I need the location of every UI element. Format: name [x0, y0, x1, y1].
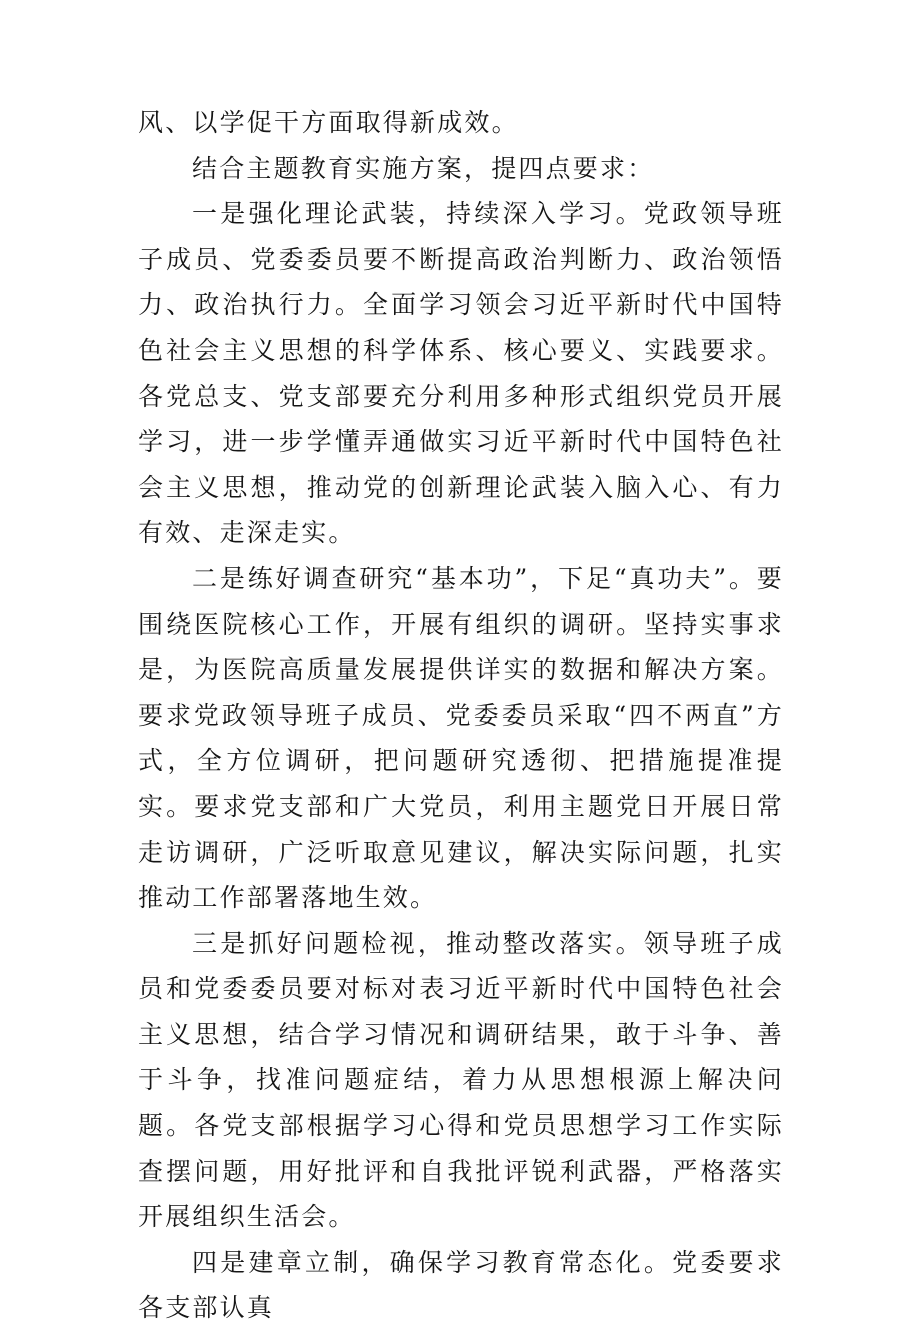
paragraph-requirement-two: 二是练好调查研究“基本功”，下足“真功夫”。要围绕医院核心工作，开展有组织的调研。坚持实事求是，为医院高质量发展提供详实的数据和解决方案。要求党政领导班子成员、党委委员采取“四不两直”方式，全方位调研，把问题研究透彻、把措施提准提实。要求党支部和广大党员，利用主题党日开展日常走访调研，广泛听取意见建议，解决实际问题，扎实推动工作部署落地生效。 [138, 563, 784, 913]
paragraph-requirement-one: 一是强化理论武装，持续深入学习。党政领导班子成员、党委委员要不断提高政治判断力、政治领悟力、政治执行力。全面学习领会习近平新时代中国特色社会主义思想的科学体系、核心要义、实践要求。各党总支、党支部要充分利用多种形式组织党员开展学习，进一步学懂弄通做实习近平新时代中国特色社会主义思想，推动党的创新理论武装入脑入心、有力有效、走深走实。 [138, 199, 784, 548]
paragraph-requirements-intro: 结合主题教育实施方案，提四点要求： [192, 153, 655, 183]
paragraph-continuation: 风、以学促干方面取得新成效。 [138, 108, 519, 137]
paragraph-requirement-three: 三是抓好问题检视，推动整改落实。领导班子成员和党委委员要对标对表习近平新时代中国特色社会主义思想，结合学习情况和调研结果，敢于斗争、善于斗争，找准问题症结，着力从思想根源上解决问题。各党支部根据学习心得和党员思想学习工作实际查摆问题，用好批评和自我批评锐利武器，严格落实开展组织生活会。 [138, 928, 784, 1232]
paragraph-requirement-four: 四是建章立制，确保学习教育常态化。党委要求各支部认真 [138, 1247, 784, 1323]
